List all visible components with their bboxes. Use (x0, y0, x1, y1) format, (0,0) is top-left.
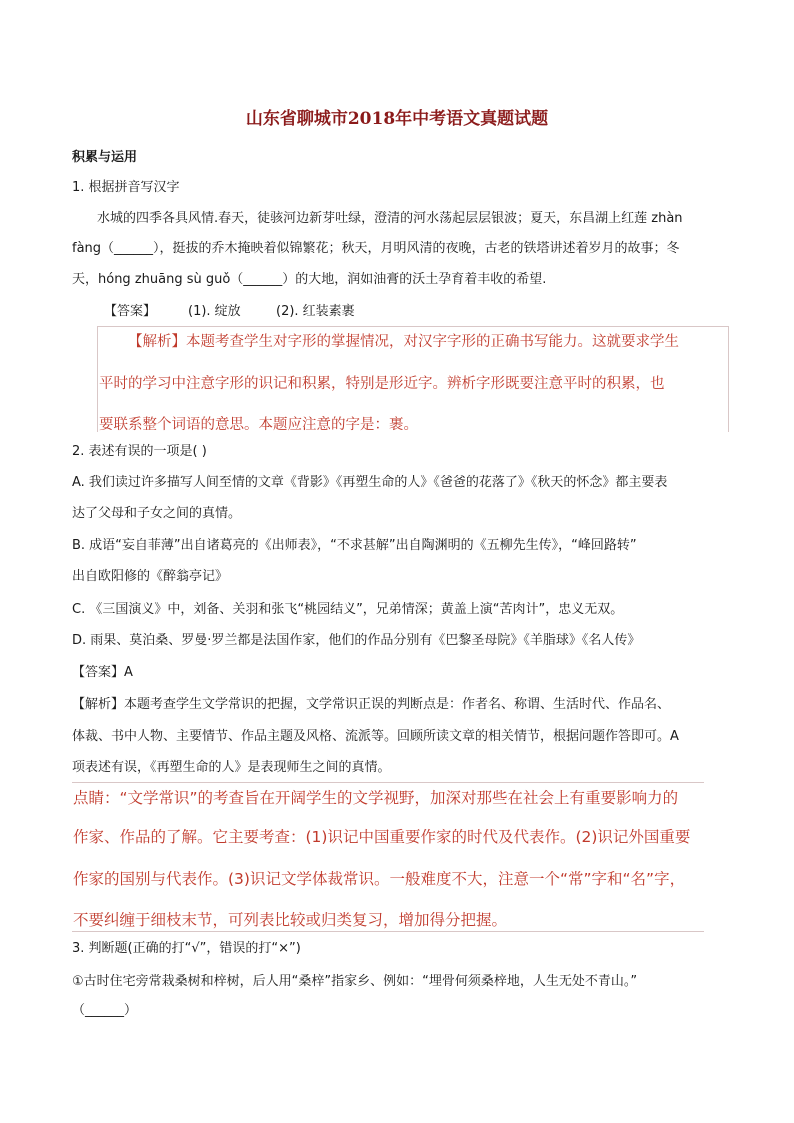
q2-answer: 【答案】A (72, 665, 133, 680)
q2-analysis-line-1: 【解析】本题考查学生文学常识的把握，文学常识正误的判断点是：作者名、称谓、生活时代、作品名、 (72, 697, 671, 712)
q2-tip-line-2: 作家、作品的了解。它主要考查：(1)识记中国重要作家的时代及代表作。(2)识记外国重要 (73, 828, 691, 846)
document-title: 山东省聊城市2018年中考语文真题试题 (245, 109, 549, 129)
q2-option-b-line-2: 出自欧阳修的《醉翁亭记》 (72, 569, 229, 584)
q3-item-1: ①古时住宅旁常栽桑树和梓树，后人用“桑梓”指家乡、例如：“埋骨何须桑梓地，人生无处不青山。” (72, 974, 638, 989)
q2-option-c: C. 《三国演义》中，刘备、关羽和张飞“桃园结义”，兄弟情深；黄盖上演“苦肉计”，忠义无双。 (72, 602, 624, 617)
q1-answer-2: (2). 红装素裹 (276, 304, 355, 319)
q3-item-1-blank: （______） (72, 1003, 138, 1018)
q2-analysis-line-3: 项表述有误，《再塑生命的人》是表现师生之间的真情。 (72, 760, 391, 775)
q1-passage-line-1: 水城的四季各具风情.春天，徒骇河边新芽吐绿，澄清的河水荡起层层银波；夏天，东昌湖上红莲 zhàn (97, 211, 683, 226)
q2-tip-line-4: 不要纠缠于细枝末节，可列表比较或归类复习，增加得分把握。 (73, 911, 508, 929)
q2-heading: 2. 表述有误的一项是( ) (72, 444, 207, 459)
q2-tip-line-1: 点睛：“文学常识”的考查旨在开阔学生的文学视野，加深对那些在社会上有重要影响力的 (73, 789, 679, 807)
q2-analysis-line-2: 体裁、书中人物、主要情节、作品主题及风格、流派等。回顾所读文章的相关情节，根据问题作答即可。A (72, 729, 679, 744)
q2-option-a-line-1: A. 我们读过许多描写人间至情的文章《背影》《再塑生命的人》《爸爸的花落了》《秋天的怀念》都主要表 (72, 475, 668, 490)
tip-box-bottom-border (72, 931, 704, 932)
q2-option-b-line-1: B. 成语“妄自菲薄”出自诸葛亮的《出师表》，“不求甚解”出自陶渊明的《五柳先生传》，“峰回路转” (72, 538, 637, 553)
tip-box-top-border (72, 782, 704, 783)
q2-option-d: D. 雨果、莫泊桑、罗曼·罗兰都是法国作家，他们的作品分别有《巴黎圣母院》《羊脂球》《名人传》 (72, 633, 641, 648)
q1-answer-label: 【答案】 (104, 304, 157, 319)
q1-analysis-line-2: 平时的学习中注意字形的识记和积累，特别是形近字。辨析字形既要注意平时的积累，也 (99, 376, 665, 392)
analysis-box-top-border (97, 326, 729, 327)
analysis-box-left-border (97, 326, 98, 432)
q1-heading: 1. 根据拼音写汉字 (72, 180, 180, 195)
q3-heading: 3. 判断题(正确的打“√”，错误的打“×”) (72, 941, 301, 956)
q2-option-a-line-2: 达了父母和子女之间的真情。 (72, 506, 242, 521)
analysis-box-right-border (728, 326, 729, 432)
q1-answer-1: (1). 绽放 (188, 304, 241, 319)
q1-analysis-line-3: 要联系整个词语的意思。本题应注意的字是：裹。 (99, 417, 418, 433)
q1-passage-line-3: 天，hóng zhuāng sù guǒ（______）的大地，润如油膏的沃土孕育着丰收的希望. (72, 272, 547, 287)
q2-tip-line-3: 作家的国别与代表作。(3)识记文学体裁常识。一般难度不大，注意一个“常”字和“名”字， (73, 870, 686, 888)
q1-analysis-line-1: 【解析】本题考查学生对字形的掌握情况，对汉字字形的正确书写能力。这就要求学生 (128, 334, 679, 350)
q1-passage-line-2: fàng（______），挺拔的乔木掩映着似锦繁花；秋天，月明风清的夜晚，古老的铁塔讲述着岁月的故事；冬 (72, 241, 680, 256)
section-heading: 积累与运用 (72, 150, 138, 165)
